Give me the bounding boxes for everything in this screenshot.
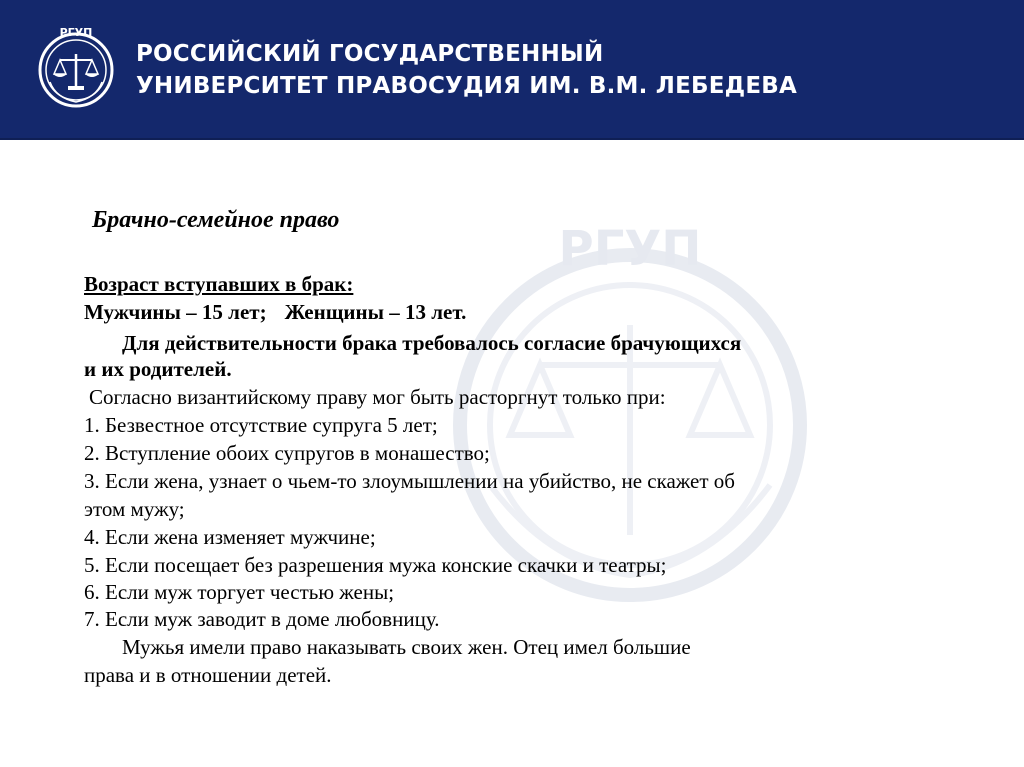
divorce-item: 7. Если муж заводит в доме любовницу. (84, 607, 440, 631)
divorce-item: 3. Если жена, узнает о чьем-то злоумышлении на убийство, не скажет об (84, 469, 735, 493)
age-women: Женщины – 13 лет. (284, 300, 467, 324)
svg-text:РГУП: РГУП (558, 221, 702, 277)
divorce-item: этом мужу; (84, 497, 185, 521)
divorce-item: 6. Если муж торгует честью жены; (84, 580, 395, 604)
divorce-item: 4. Если жена изменяет мужчине; (84, 525, 376, 549)
slide-title: Брачно-семейное право (92, 207, 340, 233)
university-emblem-icon (36, 22, 116, 114)
consent-line1: Для действительности брака требовалось согласие брачующихся (122, 331, 742, 355)
consent-line2: и их родителей. (84, 357, 232, 381)
closing-line2: права и в отношении детей. (84, 663, 332, 687)
university-name (136, 38, 797, 102)
header-banner (0, 0, 1024, 140)
age-heading: Возраст вступавших в брак: (84, 272, 354, 296)
svg-text:РГУП: РГУП (59, 26, 93, 39)
closing-line1: Мужья имели право наказывать своих жен. Отец имел большие (122, 635, 691, 659)
divorce-intro: Согласно византийскому праву мог быть расторгнут только при: (89, 385, 666, 409)
divorce-item: 2. Вступление обоих супругов в монашество; (84, 441, 490, 465)
university-name-line2: УНИВЕРСИТЕТ ПРАВОСУДИЯ ИМ. В.М. ЛЕБЕДЕВА (136, 73, 797, 99)
university-name-line1: РОССИЙСКИЙ ГОСУДАРСТВЕННЫЙ (136, 41, 604, 67)
divorce-item: 5. Если посещает без разрешения мужа конские скачки и театры; (84, 553, 667, 577)
age-line (84, 299, 466, 325)
divorce-item: 1. Безвестное отсутствие супруга 5 лет; (84, 413, 438, 437)
age-men: Мужчины – 15 лет; (84, 300, 267, 324)
